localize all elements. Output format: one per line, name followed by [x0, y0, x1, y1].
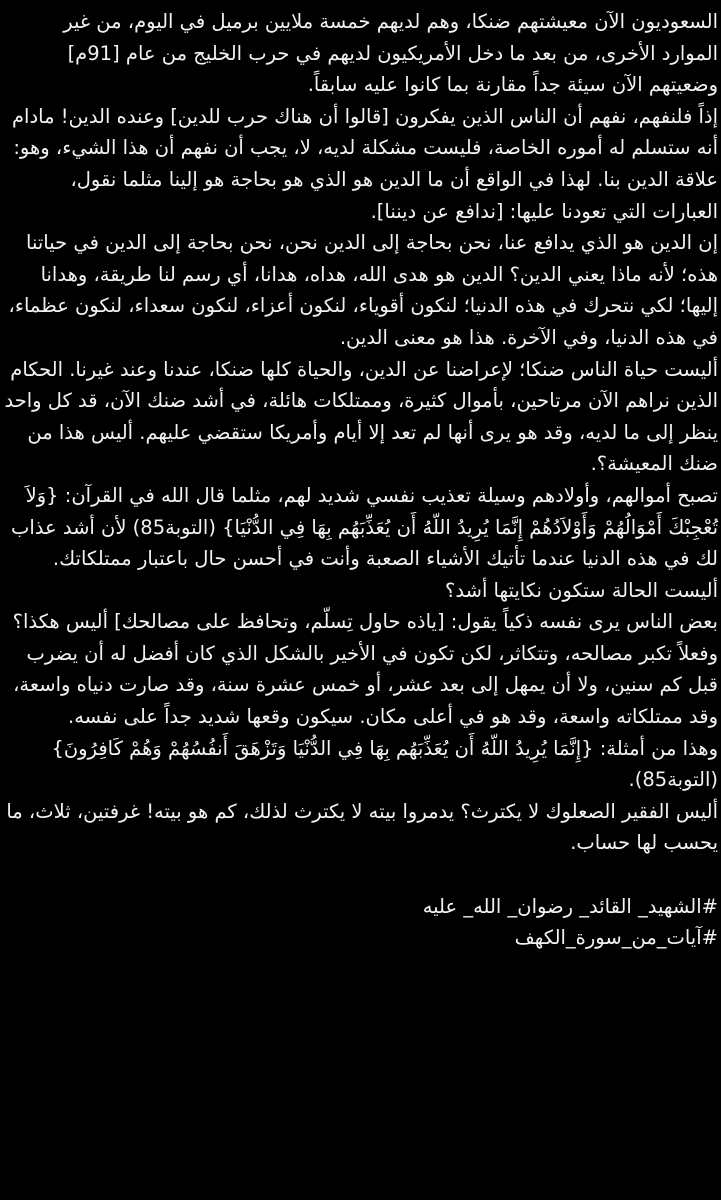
paragraph-poor-man: أليس الفقير الصعلوك لا يكترث؟ يدمروا بيته لا يكترث لذلك، كم هو بيته! غرفتين، ثلاث، ما يحسب لها حساب.: [6, 799, 718, 855]
paragraph-self-interest: بعض الناس يرى نفسه ذكياً يقول: [ياذه حاول تِسلّم، وتحافظ على مصالحك] أليس هكذا؟ وفعلاً تكبر مصالحه، وتتكاثر، لكن تكون في الأخير بالشكل الذي كان أفضل له أن يضرب قبل كم سنين، ولا أن يمهل إلى بعد عشر، أو خمس عشرة سنة، وقد صارت دنياه واسعة، وقد ممتلكاته واسعة، وقد هو في أعلى مكان. سيكون وقعها شديد جداً على نفسه.: [12, 610, 718, 729]
paragraph-saudi-hardship: السعوديون الآن معيشتهم ضنكا، وهم لديهم خمسة ملايين برميل في اليوم، من غير الموارد الأخرى، من بعد ما دخل الأمريكيون لديهم في حرب الخليج من عام [91م] وضعيتهم الآن سيئة جداً مقارنة بما كانوا عليه سابقاً.: [63, 10, 718, 97]
blank-line: [4, 859, 718, 891]
paragraph-wealth-torment: تصبح أموالهم، وأولادهم وسيلة تعذيب نفسي شديد لهم، مثلما قال الله في القرآن: {وَلاَ تُعْجِبْكَ أَمْوَالُهُمْ وَأَوْلاَدُهُمْ إِنَّمَا يُرِيدُ اللّهُ أَن يُعَذِّبَهُم بِهَا فِي الدُّنْيَا} (التوبة85) لأن أشد عذاب لك في هذه الدنيا عندما تأتيك الأشياء الصعبة وأنت في أحسن حال باعتبار ممتلكاتك. أليست الحالة ستكون نكايتها أشد؟: [11, 483, 718, 602]
paragraph-quran-example: وهذا من أمثلة: {إِنَّمَا يُرِيدُ اللّهُ أَن يُعَذِّبَهُم بِهَا فِي الدُّنْيَا وَتَزْهَقَ أَنفُسُهُمْ وَهُمْ كَافِرُونَ}(التوبة85).: [51, 736, 718, 792]
paragraph-hard-life: أليست حياة الناس ضنكا؛ لإعراضنا عن الدين، والحياة كلها ضنكا، عندنا وعند غيرنا. الحكام الذين نراهم الآن مرتاحين، بأموال كثيرة، وممتلكات هائلة، في أشد ضنك الآن، قد كل واحد ينظر إلى ما لديه، وقد هو يرى أنها لم تعد إلا أيام وأمريكا ستقضي عليهم. أليس هذا من ضنك المعيشة؟.: [4, 357, 718, 476]
paragraph-religion-defends-us: إن الدين هو الذي يدافع عنا، نحن بحاجة إلى الدين نحن، نحن بحاجة إلى الدين في حياتنا هذه؛ لأنه ماذا يعني الدين؟ الدين هو هدى الله، هداه، هدانا، أي رسم لنا طريقة، وهدانا إليها؛ لكي نتحرك في هذه الدنيا؛ لنكون أقوياء، لنكون أعزاء، لنكون سعداء، لنكون عظماء، في هذه الدنيا، وفي الآخرة. هذا هو معنى الدين.: [8, 231, 718, 349]
hashtag-verses-al-kahf[interactable]: #آيات_من_سورة_الكهف: [514, 926, 718, 950]
hashtag-martyr-leader[interactable]: #الشهيد_ القائد_ رضوان_ الله_ عليه: [422, 894, 718, 918]
post-text-body: [4, 6, 718, 954]
paragraph-understand-religion: إذاً فلنفهم، نفهم أن الناس الذين يفكرون [قالوا أن هناك حرب للدين] وعنده الدين! مادام أنه ستسلم له أموره الخاصة، فليست مشكلة لديه، لا، يجب أن نفهم أن هذا الشيء، وهو: علاقة الدين بنا. لهذا في الواقع أن ما الدين هو الذي هو بحاجة هو إلينا مثلما نقول، العبارات التي تعودنا عليها: [ندافع عن ديننا].: [11, 104, 718, 223]
